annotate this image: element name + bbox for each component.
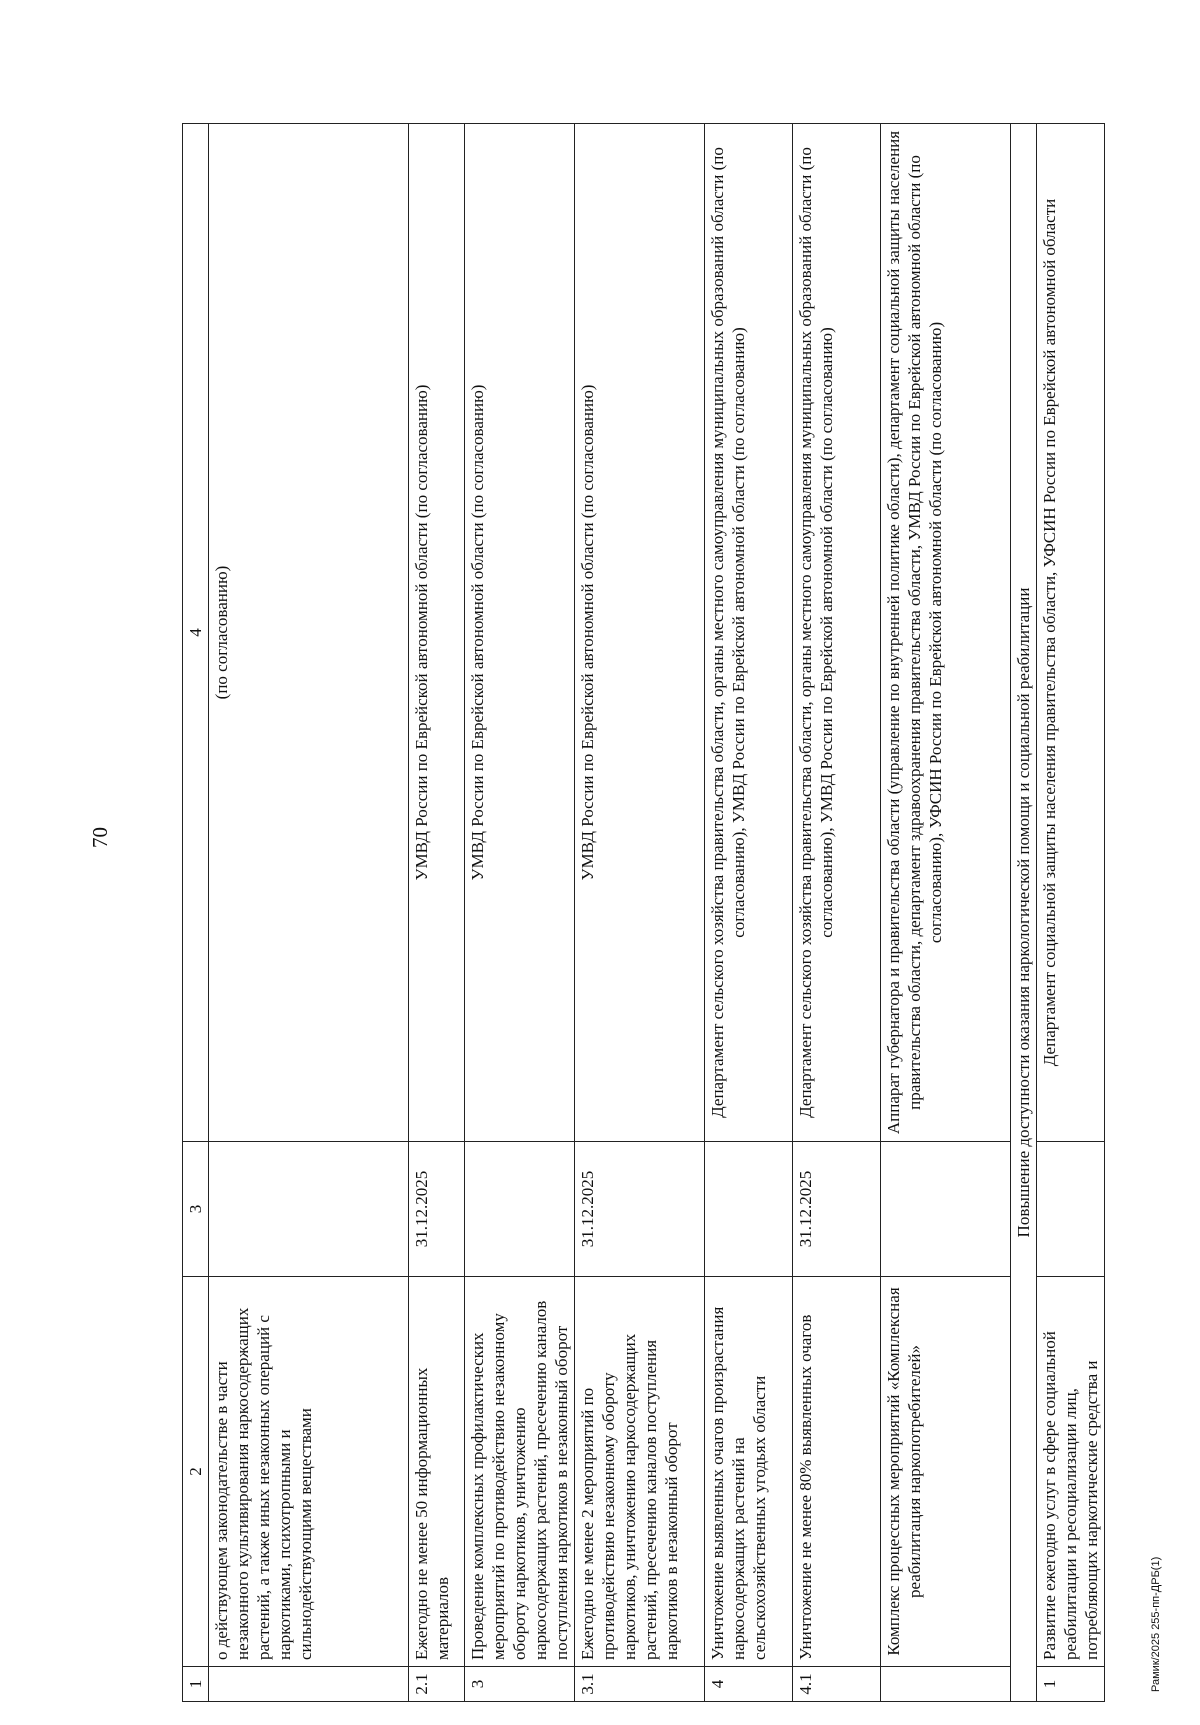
row-number: 1 — [1037, 1667, 1105, 1702]
deadline: 31.12.2025 — [793, 1142, 881, 1277]
measure-text: Комплекс процессных мероприятий «Комплексная реабилитация наркопотребителей» — [881, 1277, 1011, 1667]
header-cell: 4 — [183, 124, 209, 1142]
row-number — [209, 1667, 409, 1702]
table-row — [793, 124, 881, 1702]
deadline — [1037, 1142, 1105, 1277]
table-row — [465, 124, 575, 1702]
row-number: 3.1 — [575, 1667, 705, 1702]
responsible: Департамент сельского хозяйства правительства области, органы местного самоуправления муниципальных образований области (по согласованию), УМВД России по Еврейской автономной области (по согласованию) — [705, 124, 793, 1142]
responsible: Аппарат губернатора и правительства области (управление по внутренней политике области), департамент социальной защиты населения правительства области, департамент здравоохранения правительства области, УМВД России по Еврейской автономной области (по согласованию), УФСИН России по Еврейской автономной области (по согласованию) — [881, 124, 1011, 1142]
measure-text: Уничтожение выявленных очагов произрастания наркосодержащих растений на сельскохозяйственных угодьях области — [705, 1277, 793, 1667]
footer-code: Рамик/2025 255-пп-ДРБ(1) — [1150, 1556, 1162, 1692]
page-number: 70 — [88, 827, 112, 848]
section-row — [1011, 124, 1037, 1702]
responsible: Департамент сельского хозяйства правительства области, органы местного самоуправления муниципальных образований области (по согласованию), УМВД России по Еврейской автономной области (по согласованию) — [793, 124, 881, 1142]
table-row — [409, 124, 465, 1702]
table-row — [209, 124, 409, 1702]
row-number — [881, 1667, 1011, 1702]
measure-text: Развитие ежегодно услуг в сфере социальной реабилитации и ресоциализации лиц, потребляющих наркотические средства и — [1037, 1277, 1105, 1667]
measure-text: о действующем законодательстве в части незаконного культивирования наркосодержащих растений, а также иных незаконных операций с наркотиками, психотропными и сильнодействующими веществами — [209, 1277, 409, 1667]
responsible: Департамент социальной защиты населения правительства области, УФСИН России по Еврейской автономной области — [1037, 124, 1105, 1142]
responsible: УМВД России по Еврейской автономной области (по согласованию) — [465, 124, 575, 1142]
measures-table — [182, 124, 1101, 1702]
measure-text: Ежегодно не менее 2 мероприятий по противодействию незаконному обороту наркотиков, уничтожению наркосодержащих растений, пресечению каналов поступления наркотиков в незаконный оборот — [575, 1277, 705, 1667]
table-row — [881, 124, 1011, 1702]
row-number: 4 — [705, 1667, 793, 1702]
responsible: УМВД России по Еврейской автономной области (по согласованию) — [575, 124, 705, 1142]
header-cell: 3 — [183, 1142, 209, 1277]
table-header-row — [183, 124, 209, 1702]
table-row — [705, 124, 793, 1702]
deadline — [705, 1142, 793, 1277]
row-number: 2.1 — [409, 1667, 465, 1702]
responsible: УМВД России по Еврейской автономной области (по согласованию) — [409, 124, 465, 1142]
responsible: (по согласованию) — [209, 124, 409, 1142]
deadline — [209, 1142, 409, 1277]
section-title: Повышение доступности оказания наркологической помощи и социальной реабилитации — [1011, 124, 1037, 1702]
deadline — [465, 1142, 575, 1277]
deadline: 31.12.2025 — [409, 1142, 465, 1277]
measure-text: Уничтожение не менее 80% выявленных очагов — [793, 1277, 881, 1667]
deadline: 31.12.2025 — [575, 1142, 705, 1277]
measure-text: Ежегодно не менее 50 информационных материалов — [409, 1277, 465, 1667]
table-row — [575, 124, 705, 1702]
table-row — [1037, 124, 1105, 1702]
row-number: 3 — [465, 1667, 575, 1702]
measure-text: Проведение комплексных профилактических мероприятий по противодействию незаконному обороту наркотиков, уничтожению наркосодержащих растений, пресечению каналов поступления наркотиков в незаконный оборот — [465, 1277, 575, 1667]
header-cell: 1 — [183, 1667, 209, 1702]
row-number: 4.1 — [793, 1667, 881, 1702]
deadline — [881, 1142, 1011, 1277]
header-cell: 2 — [183, 1277, 209, 1667]
